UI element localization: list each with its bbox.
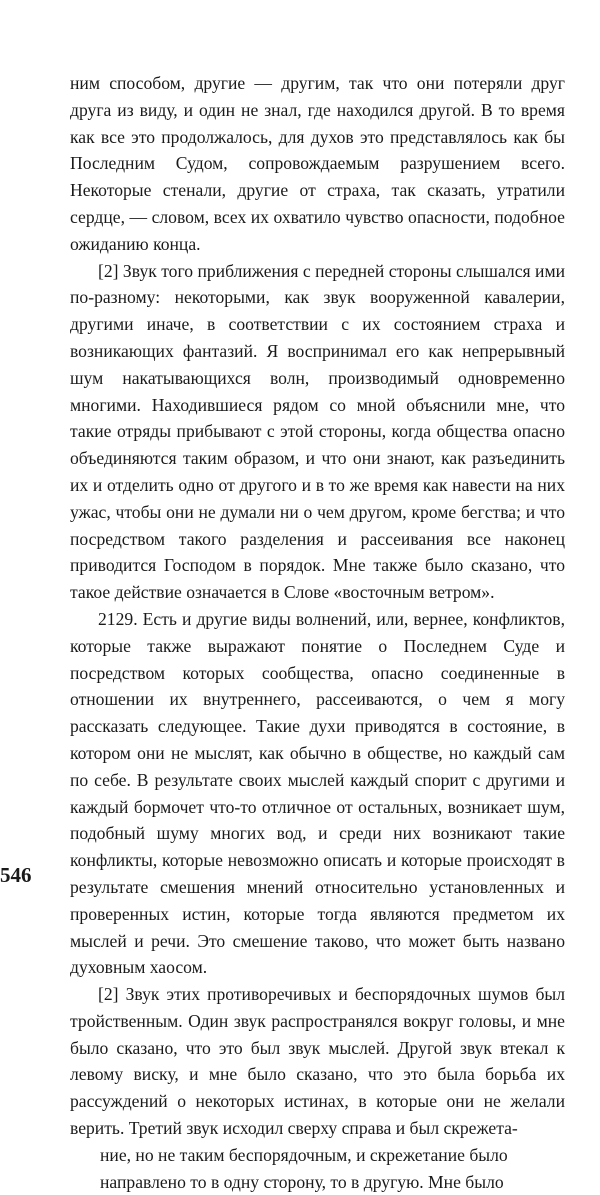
paragraph-4-continuation <box>100 1142 565 1195</box>
continuation-line-2: направлено то в одну сторону, то в другую. Мне было <box>100 1171 504 1192</box>
paragraph-1: ним способом, другие — другим, так что они потеряли друг друга из виду, и один не знал, где находился другой. В то время как все это продолжалось, для духов это представлялось как бы Последним Судом, сопровождаемым разрушением всего. Некоторые стенали, другие от страха, так сказать, утратили сердце, — словом, всех их охватило чувство опасности, подобное ожиданию конца. <box>70 73 565 254</box>
page-number: 546 <box>0 863 32 887</box>
continuation-line-1: ние, но не таким беспорядочным, и скрежетание было <box>100 1144 508 1165</box>
document-page <box>70 70 565 1195</box>
paragraph-2: [2] Звук того приближения с передней стороны слышался ими по-разному: некоторыми, как звук вооруженной кавалерии, другими иначе, в соответствии с их состоянием страха и возникающих фантазий. Я воспринимал его как непрерывный шум накатывающихся волн, производимый одновременно многими. Находившиеся рядом со мной объяснили мне, что такие отряды прибывают с этой стороны, когда общества опасно объединяются таким образом, и что они знают, как разъединить их и отделить одно от другого и в то же время как навести на них ужас, чтобы они не думали ни о чем другом, кроме бегства; и что посредством такого разделения и рассеивания все наконец приводится Господом в порядок. Мне также было сказано, что такое действие означается в Слове «восточным ветром». <box>70 260 565 603</box>
paragraph-3: 2129. Есть и другие виды волнений, или, вернее, конфликтов, которые также выражают понятие о Последнем Суде и посредством которых сообщества, опасно соединенные в отношении их внутреннего, рассеиваются, о чем я могу рассказать следующее. Такие духи приводятся в состояние, в котором они не мыслят, как обычно в обществе, но каждый сам по себе. В результате своих мыслей каждый спорит с другими и каждый бормочет что-то отличное от остальных, возникает шум, подобный шуму многих вод, и среди них возникают такие конфликты, которые невозможно описать и которые происходят в результате смешения мнений относительно установленных и проверенных истин, которые тогда являются предметом их мыслей и речи. Это смешение таково, что может быть названо духовным хаосом. <box>70 608 565 978</box>
paragraph-4: [2] Звук этих противоречивых и беспорядочных шумов был тройственным. Один звук распространялся вокруг головы, и мне было сказано, что это был звук мыслей. Другой звук втекал к левому виску, и мне было сказано, что это была борьба их рассуждений о некоторых истинах, в которые они не желали верить. Третий звук исходил сверху справа и был скрежета- <box>70 984 565 1139</box>
